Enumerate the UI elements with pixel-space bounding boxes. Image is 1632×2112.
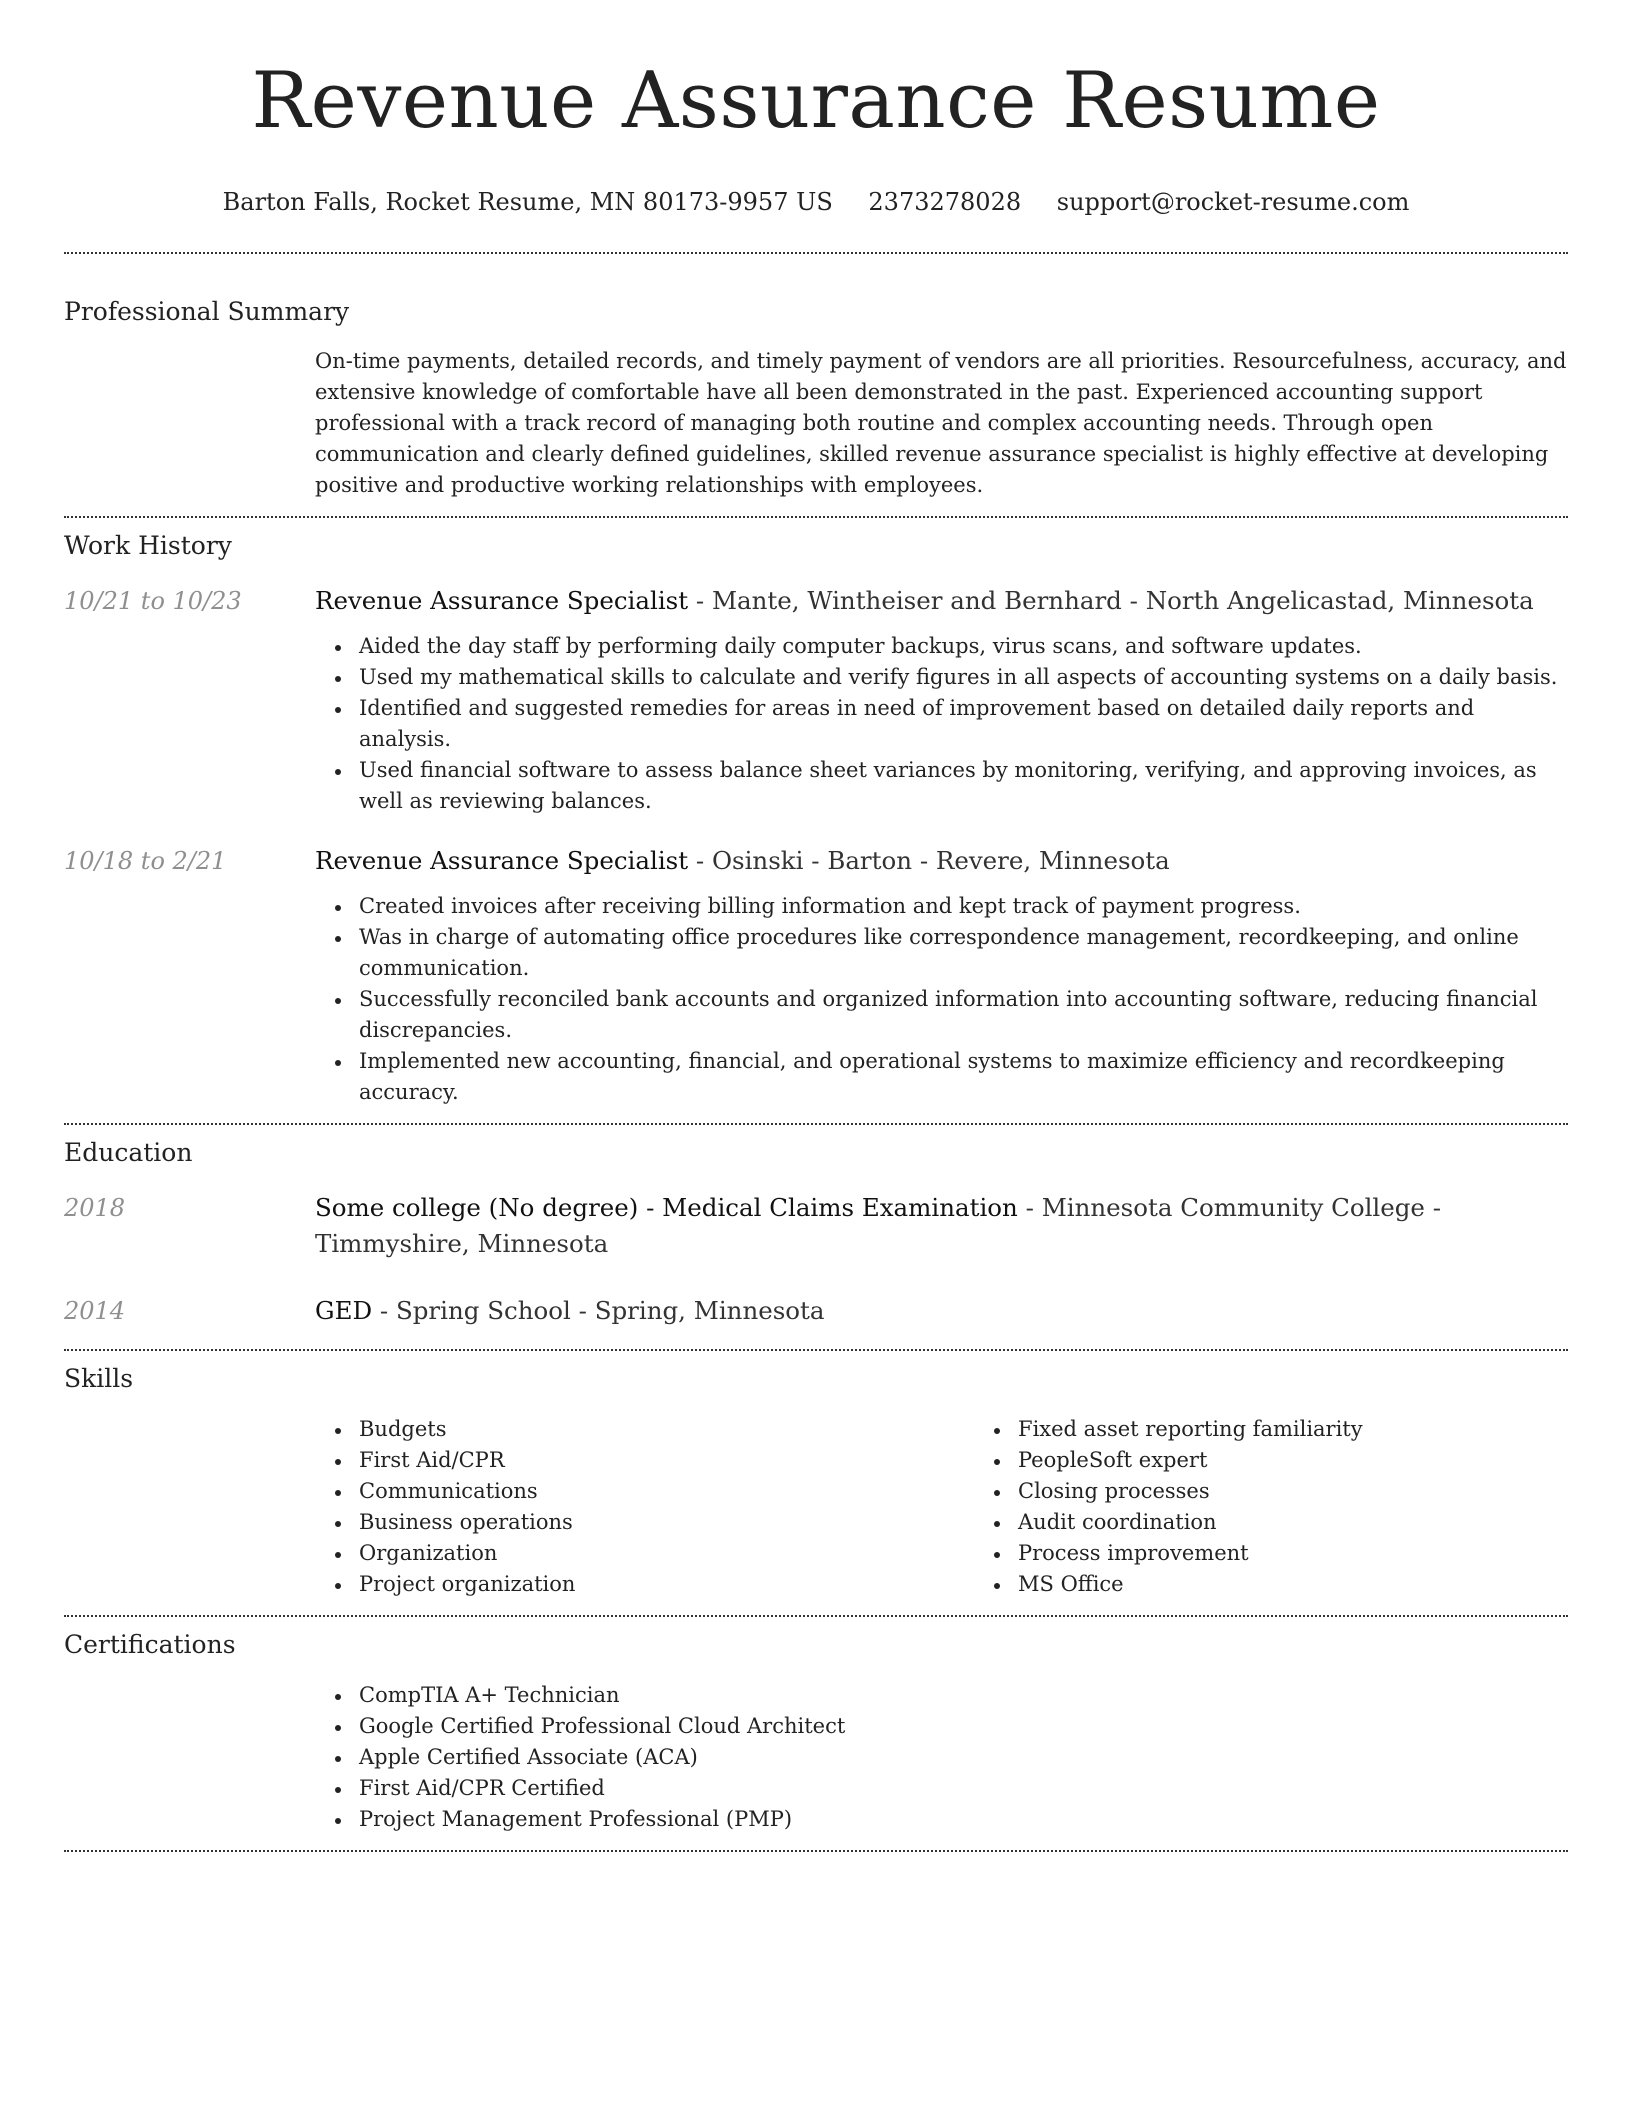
education-section: [64, 1125, 1568, 1329]
list-item: Closing processes: [1018, 1476, 1363, 1507]
list-item: Process improvement: [1018, 1538, 1363, 1569]
job-location: Revere, Minnesota: [935, 846, 1170, 875]
list-item: Successfully reconciled bank accounts and organized information into accounting software, reducing financial discrepancies.: [359, 984, 1568, 1046]
list-item: Created invoices after receiving billing information and kept track of payment progress.: [359, 891, 1568, 922]
job-title: Revenue Assurance Specialist: [315, 586, 689, 615]
list-item: CompTIA A+ Technician: [359, 1680, 1568, 1711]
skills-list-right: [974, 1414, 1363, 1600]
contact-line: [64, 186, 1568, 218]
job-bullets: [315, 891, 1568, 1108]
list-item: Used financial software to assess balance sheet variances by monitoring, verifying, and approving invoices, as well as reviewing balances.: [359, 755, 1568, 817]
skills-grid: [315, 1414, 1568, 1600]
summary-text: On-time payments, detailed records, and timely payment of vendors are all priorities. Resourcefulness, accuracy, and extensive knowledge of comfortable have all been demonstrated in the past. Experienced accounting support professional with a track record of managing both routine and complex accounting needs. Through open communication and clearly defined guidelines, skilled revenue assurance specialist is highly effective at developing positive and productive working relationships with employees.: [315, 349, 1567, 497]
education-school: - Minnesota Community College - Timmyshire, Minnesota: [315, 1193, 1441, 1258]
list-item: Google Certified Professional Cloud Architect: [359, 1711, 1568, 1742]
job-entry: [64, 843, 1568, 1108]
job-bullets: [315, 631, 1568, 817]
list-item: First Aid/CPR Certified: [359, 1773, 1568, 1804]
list-item: PeopleSoft expert: [1018, 1445, 1363, 1476]
education-entry: [64, 1190, 1568, 1262]
summary-heading: Professional Summary: [64, 297, 350, 326]
list-item: Aided the day staff by performing daily computer backups, virus scans, and software updates.: [359, 631, 1568, 662]
list-item: Project organization: [359, 1569, 974, 1600]
job-title: Revenue Assurance Specialist: [315, 846, 689, 875]
education-year: 2014: [64, 1297, 126, 1325]
list-item: Used my mathematical skills to calculate and verify figures in all aspects of accounting systems on a daily basis.: [359, 662, 1568, 693]
skills-list-left: [315, 1414, 974, 1600]
job-dates: 10/18 to 2/21: [64, 847, 227, 875]
work-history-heading: Work History: [64, 531, 232, 560]
education-entry: [64, 1293, 1568, 1329]
list-item: Organization: [359, 1538, 974, 1569]
list-item: Identified and suggested remedies for areas in need of improvement based on detailed daily reports and analysis.: [359, 693, 1568, 755]
contact-email: support@rocket-resume.com: [1056, 188, 1410, 216]
contact-phone: 2373278028: [868, 188, 1022, 216]
skills-heading: Skills: [64, 1364, 134, 1393]
job-header: Revenue Assurance Specialist - Mante, Wintheiser and Bernhard - North Angelicastad, Minnesota: [315, 586, 1534, 615]
list-item: Project Management Professional (PMP): [359, 1804, 1568, 1835]
contact-address: Barton Falls, Rocket Resume, MN 80173-9957 US: [222, 188, 833, 216]
list-item: Communications: [359, 1476, 974, 1507]
list-item: Business operations: [359, 1507, 974, 1538]
certifications-section: [64, 1617, 1568, 1835]
skills-section: [64, 1351, 1568, 1600]
education-degree: GED: [315, 1296, 373, 1325]
list-item: Budgets: [359, 1414, 974, 1445]
certifications-heading: Certifications: [64, 1630, 236, 1659]
job-header: Revenue Assurance Specialist - Osinski - Barton - Revere, Minnesota: [315, 846, 1170, 875]
list-item: Audit coordination: [1018, 1507, 1363, 1538]
list-item: MS Office: [1018, 1569, 1363, 1600]
education-year: 2018: [64, 1194, 126, 1222]
divider: [64, 1850, 1568, 1852]
list-item: First Aid/CPR: [359, 1445, 974, 1476]
summary-section: [64, 254, 1568, 501]
job-entry: [64, 583, 1568, 817]
list-item: Apple Certified Associate (ACA): [359, 1742, 1568, 1773]
education-heading: Education: [64, 1138, 193, 1167]
work-history-section: [64, 518, 1568, 1108]
list-item: Was in charge of automating office procedures like correspondence management, recordkeeping, and online communication.: [359, 922, 1568, 984]
job-location: North Angelicastad, Minnesota: [1145, 586, 1534, 615]
job-dates: 10/21 to 10/23: [64, 587, 242, 615]
resume-title: Revenue Assurance Resume: [251, 56, 1381, 146]
list-item: Fixed asset reporting familiarity: [1018, 1414, 1363, 1445]
list-item: Implemented new accounting, financial, and operational systems to maximize efficiency and recordkeeping accuracy.: [359, 1046, 1568, 1108]
education-degree: Some college (No degree) - Medical Claims Examination: [315, 1193, 1018, 1222]
education-school: - Spring School - Spring, Minnesota: [372, 1296, 825, 1325]
job-company: Mante, Wintheiser and Bernhard: [711, 586, 1122, 615]
job-company: Osinski - Barton: [711, 846, 913, 875]
certifications-list: [315, 1680, 1568, 1835]
